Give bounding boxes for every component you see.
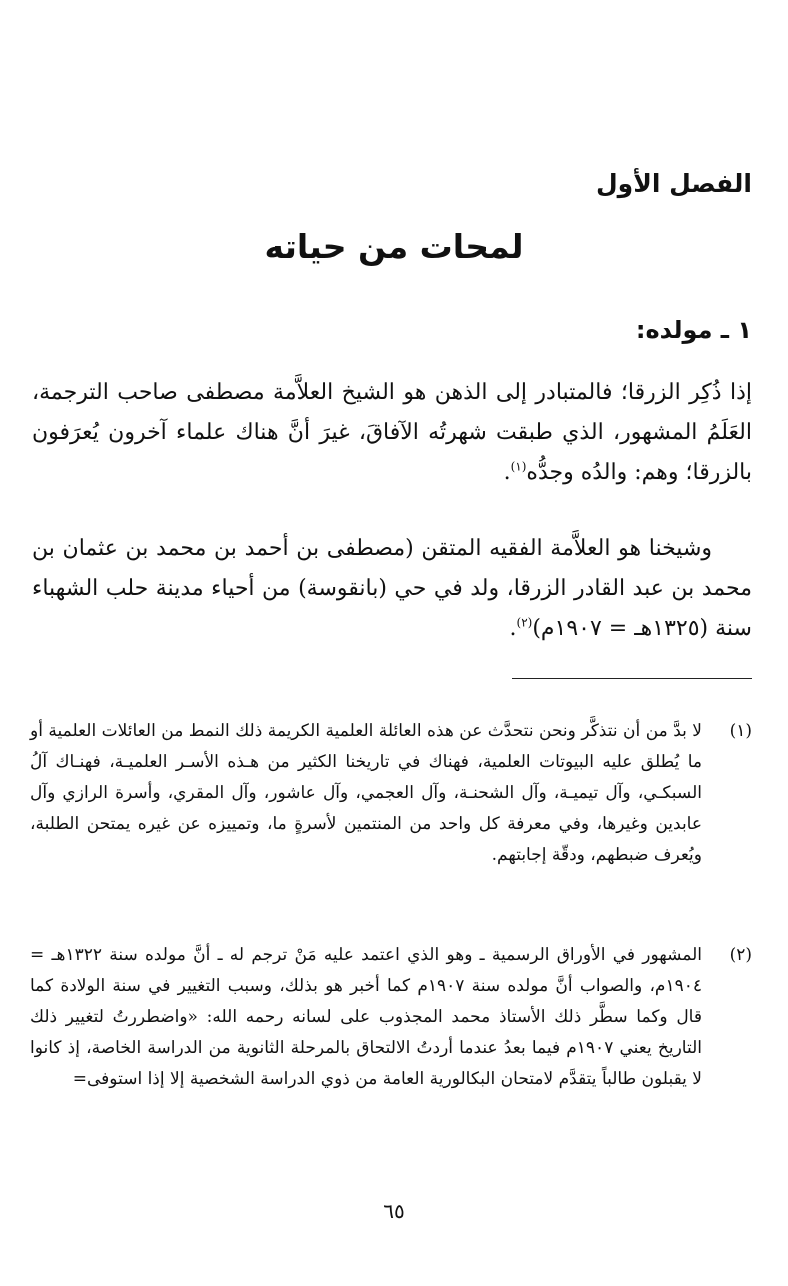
footnote-ref-1: (١) bbox=[510, 459, 527, 474]
footnote-number: (٢) bbox=[729, 945, 752, 965]
footnote-number: (١) bbox=[729, 721, 752, 741]
paragraph-end: . bbox=[503, 460, 511, 485]
paragraph-end: . bbox=[509, 616, 517, 641]
footnote-ref-2: (٢) bbox=[516, 615, 533, 630]
page-number: ٦٥ bbox=[383, 1199, 405, 1223]
paragraph-text: إذا ذُكِر الزرقا؛ فالمتبادر إلى الذهن هو الشيخ العلاَّمة مصطفى صاحب الترجمة، العَلَمُ المشهور، الذي طبقت شهرتُه الآفاقَ، غيرَ أنَّ هناك علماء آخرون يُعرَفون بالزرقا؛ وهم: والدُه وجدُّه bbox=[32, 380, 752, 485]
chapter-heading: الفصل الأول bbox=[595, 169, 752, 198]
paragraph-birth-intro bbox=[32, 373, 752, 493]
chapter-title: لمحات من حياته bbox=[264, 227, 524, 266]
section-heading: ١ ـ مولده: bbox=[635, 316, 752, 344]
footnote-text: لا بدَّ من أن نتذكَّر ونحن نتحدَّث عن هذه العائلة العلمية الكريمة ذلك النمط من العائلات العلمية أو ما يُطلق عليه البيوتات العلمية، فهناك في تاريخنا الكثير من هـذه الأسـر العلميـة، فهنـاك آلُ السبكـي، وآل تيميـة، وآل الشحنـة، وآل العجمي، وآل عاشور، وآل المقري، وأسرة الرازي وآل عابدين وغيرها، وفي معرفة كل واحد من المنتمين لأسرةٍ ما، وتمييزه عن غيره يمتحن الطلبة، ويُعرف ضبطهم، ودقّة إجابتهم. bbox=[30, 721, 702, 865]
paragraph-lineage bbox=[32, 529, 752, 649]
footnote-text: المشهور في الأوراق الرسمية ـ وهو الذي اعتمد عليه مَنْ ترجم له ـ أنَّ مولده سنة ١٣٢٢هـ = ١٩٠٤م، والصواب أنَّ مولده سنة ١٩٠٧م كما أخبر هو بذلك، وسبب التغيير في سنة الولادة كما قال وكما سطَّر ذلك الأستاذ محمد المجذوب على لسانه رحمه الله: «واضطررتُ لتغيير ذلك التاريخ يعني ١٩٠٧م فيما بعدُ عندما أردتُ الالتحاق بالمرحلة الثانوية من الدراسة الخاصة، إذ كانوا لا يقبلون طالباً يتقدَّم لامتحان البكالورية العامة من ذوي الدراسة الشخصية إلا إذا استوفى= bbox=[30, 945, 703, 1089]
paragraph-text: وشيخنا هو العلاَّمة الفقيه المتقن (مصطفى بن أحمد بن محمد بن عثمان بن محمد بن عبد القادر الزرقا، ولد في حي (بانقوسة) من أحياء مدينة حلب الشهباء سنة (١٣٢٥هـ = ١٩٠٧م) bbox=[32, 536, 752, 641]
footnote-divider bbox=[512, 678, 752, 679]
footnote-2 bbox=[30, 940, 752, 1095]
footnote-1 bbox=[30, 716, 752, 871]
